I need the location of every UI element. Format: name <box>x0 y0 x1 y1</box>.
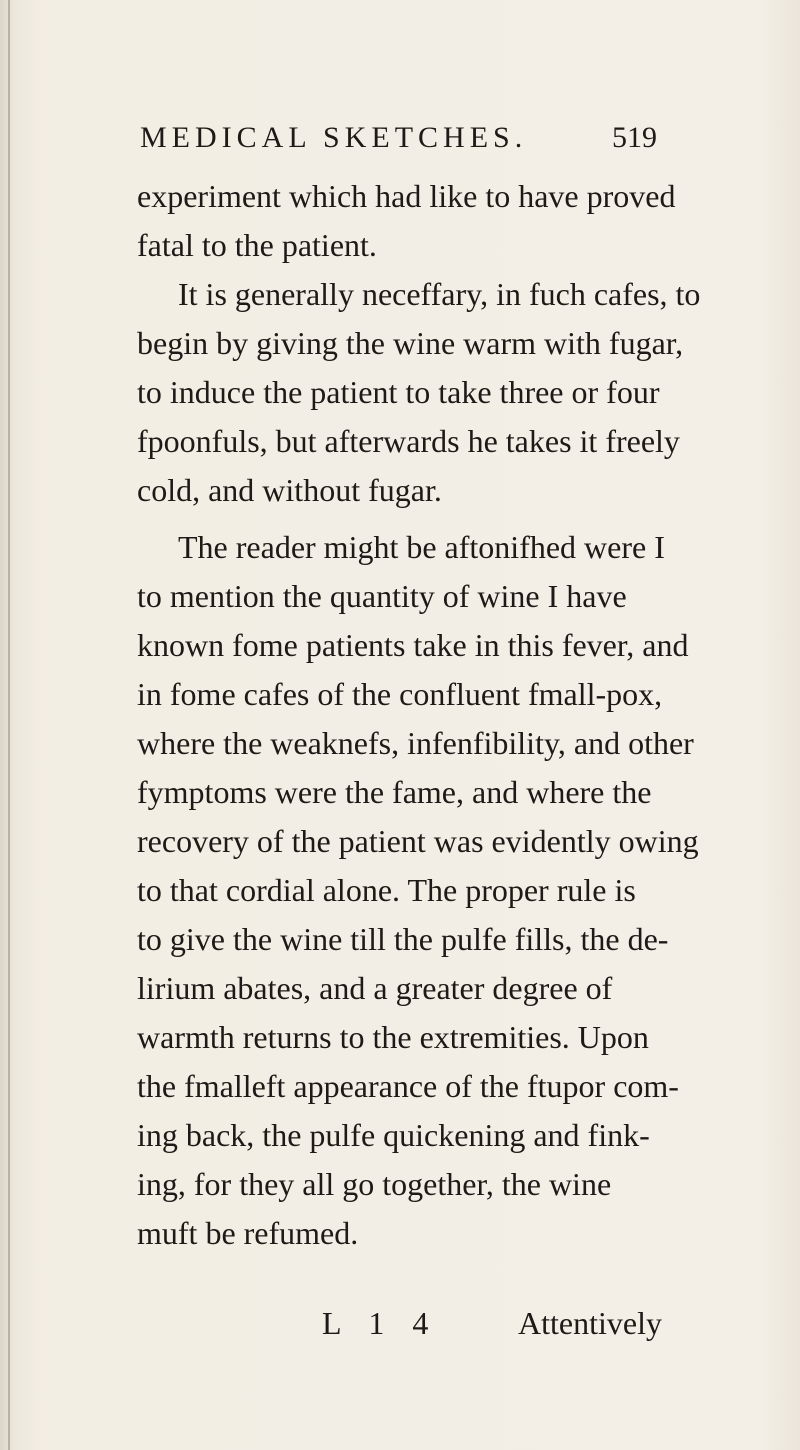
text-line: muft be refumed. <box>137 1215 359 1251</box>
text-line: to mention the quantity of wine I have <box>137 578 627 614</box>
text-line: to give the wine till the pulfe fills, the de- <box>137 921 669 957</box>
text-line: in fome cafes of the confluent fmall-pox, <box>137 676 663 712</box>
text-line: fymptoms were the fame, and where the <box>137 774 652 810</box>
text-line: cold, and without fugar. <box>137 472 442 508</box>
text-line: experiment which had like to have proved <box>137 178 676 214</box>
signature-mark: L 1 4 <box>322 1305 439 1341</box>
text-line: known fome patients take in this fever, and <box>137 627 689 663</box>
text-line: ing, for they all go together, the wine <box>137 1166 612 1202</box>
text-line: ing back, the pulfe quickening and fink- <box>137 1117 650 1153</box>
text-line: where the weaknefs, infenfibility, and other <box>137 725 694 761</box>
running-head-title: MEDICAL SKETCHES. <box>140 121 528 154</box>
running-head <box>0 118 800 158</box>
text-line: warmth returns to the extremities. Upon <box>137 1019 649 1055</box>
text-line: lirium abates, and a greater degree of <box>137 970 613 1006</box>
page-number: 519 <box>612 121 657 154</box>
text-line: to induce the patient to take three or four <box>137 374 660 410</box>
text-line: fatal to the patient. <box>137 227 377 263</box>
text-line: fpoonfuls, but afterwards he takes it freely <box>137 423 680 459</box>
text-line: The reader might be aftonifhed were I <box>178 529 665 565</box>
catchword: Attentively <box>518 1305 662 1341</box>
text-line: recovery of the patient was evidently owing <box>137 823 699 859</box>
text-line: begin by giving the wine warm with fugar, <box>137 325 684 361</box>
text-line: It is generally neceffary, in fuch cafes, to <box>178 276 701 312</box>
page-gutter <box>8 0 10 1450</box>
text-line: to that cordial alone. The proper rule is <box>137 872 636 908</box>
text-line: the fmalleft appearance of the ftupor com- <box>137 1068 679 1104</box>
